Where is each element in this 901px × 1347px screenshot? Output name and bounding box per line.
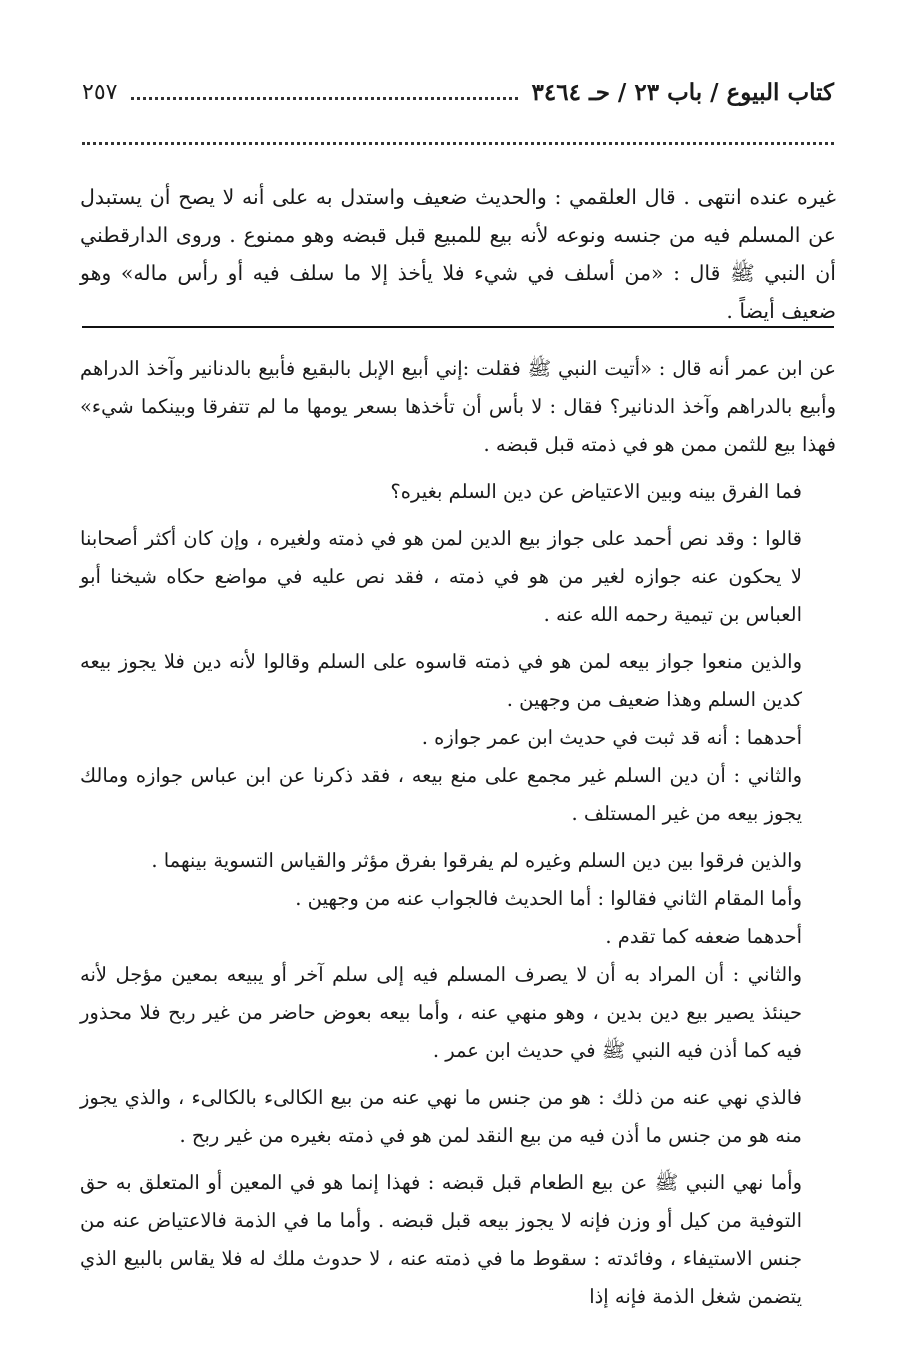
- section-divider-line: [82, 326, 834, 328]
- page-number: ٢٥٧: [82, 79, 118, 105]
- paragraph-6: والثاني : أن دين السلم غير مجمع على منع بيعه ، فقد ذكرنا عن ابن عباس جوازه ومالك يجوز بيعه من غير المستلف .: [80, 764, 802, 825]
- paragraph-12: وأما نهي النبي ﷺ عن بيع الطعام قبل قبضه : فهذا إنما هو في المعين أو المتعلق به حق التوفية من كيل أو وزن فإنه لا يجوز بيعه قبل قبضه . وأما ما في الذمة فالاعتياض عنه من جنس الاستيفاء ، وفائدته : سقوط ما في ذمته عنه ، لا حدوث ملك له فلا يقاس بالبيع الذي يتضمن شغل الذمة فإنه إذا: [80, 1171, 802, 1308]
- paragraph-5: أحدهما : أنه قد ثبت في حديث ابن عمر جوازه .: [421, 726, 802, 749]
- paragraph-7: والذين فرقوا بين دين السلم وغيره لم يفرقوا بفرق مؤثر والقياس التسوية بينهما .: [151, 849, 802, 872]
- paragraph-9: أحدهما ضعفه كما تقدم .: [605, 925, 802, 948]
- paragraph-1: عن ابن عمر أنه قال : «أتيت النبي ﷺ فقلت :إني أبيع الإبل بالبقيع فأبيع بالدنانير وآخذ الدراهم وأبيع بالدراهم وآخذ الدنانير؟ فقال : لا بأس أن تأخذها بسعر يومها ما لم تتفرقا وبينكما شيء» فهذا بيع للثمن ممن هو في ذمته قبل قبضه .: [80, 357, 836, 456]
- paragraph-2: فما الفرق بينه وبين الاعتياض عن دين السلم بغيره؟: [390, 480, 802, 503]
- paragraph-4: والذين منعوا جواز بيعه لمن هو في ذمته قاسوه على السلم وقالوا لأنه دين فلا يجوز بيعه كدين السلم وهذا ضعيف من وجهين .: [80, 650, 802, 711]
- header-title: كتاب البيوع / باب ٢٣ / حـ ٣٤٦٤: [531, 78, 834, 106]
- main-text: [80, 350, 836, 1325]
- running-header: [82, 72, 834, 112]
- paragraph-3: قالوا : وقد نص أحمد على جواز بيع الدين لمن هو في ذمته ولغيره ، وإن كان أكثر أصحابنا لا يحكون عنه جوازه لغير من هو في ذمته ، فقد نص عليه في مواضع حكاه شيخنا أبو العباس بن تيمية رحمه الله عنه .: [80, 527, 802, 626]
- paragraph-10: والثاني : أن المراد به أن لا يصرف المسلم فيه إلى سلم آخر أو يبيعه بمعين مؤجل لأنه حينئذ يصير بيع دين بدين ، وهو منهي عنه ، وأما بيعه بعوض حاضر من غير ربح فلا محذور فيه كما أذن فيه النبي ﷺ في حديث ابن عمر .: [80, 963, 802, 1062]
- dotted-separator: [82, 142, 834, 145]
- footnote-text: غيره عنده انتهى . قال العلقمي : والحديث ضعيف واستدل به على أنه لا يصح أن يستبدل عن المسلم فيه من جنسه ونوعه لأنه بيع للمبيع قبل قبضه وهو ممنوع . وروى الدارقطني أن النبي ﷺ قال : «من أسلف في شيء فلا يأخذ إلا ما سلف فيه أو رأس ماله» وهو ضعيف أيضاً .: [80, 185, 836, 323]
- paragraph-8: وأما المقام الثاني فقالوا : أما الحديث فالجواب عنه من وجهين .: [295, 887, 802, 910]
- header-dot-leader: [131, 97, 517, 100]
- paragraph-11: فالذي نهي عنه من ذلك : هو من جنس ما نهي عنه من بيع الكالىء بالكالىء ، والذي يجوز منه هو من جنس ما أذن فيه من بيع النقد لمن هو في ذمته بغيره من غير ربح .: [80, 1086, 802, 1147]
